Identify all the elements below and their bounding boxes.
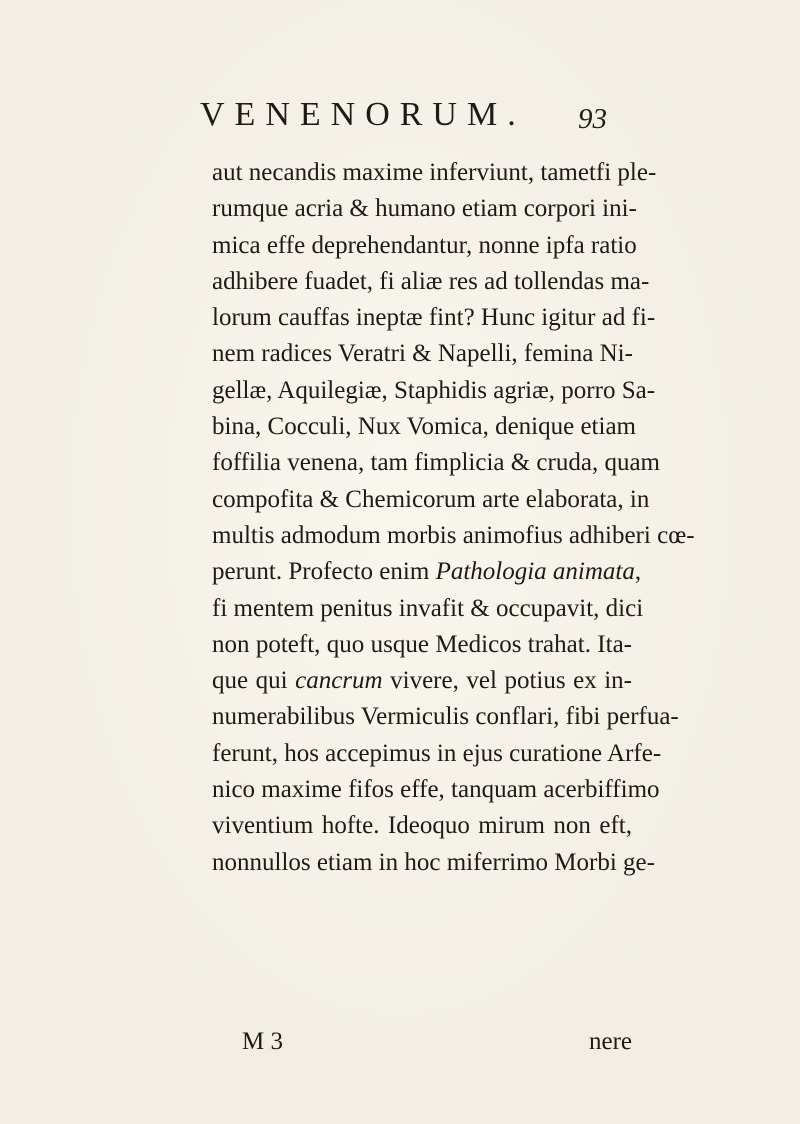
text-line: foffilia venena, tam fimplicia & cruda, quam: [212, 449, 660, 477]
text-line: rumque acria & humano etiam corpori ini-: [212, 195, 637, 223]
text-line-with-italic: [212, 554, 642, 590]
text-line: compofita & Chemicorum arte elaborata, in: [212, 485, 650, 513]
text-line: fi mentem penitus invafit & occupavit, dici: [212, 594, 644, 622]
page-footer: [212, 1024, 632, 1060]
text-line: multis admodum morbis animofius adhiberi cœ-: [212, 521, 695, 549]
text-segment: que qui: [212, 667, 296, 695]
text-line: gellæ, Aquilegiæ, Staphidis agriæ, porro Sa-: [212, 376, 656, 404]
catchword: nere: [588, 1028, 632, 1055]
page-number: 93: [578, 103, 607, 135]
text-line: viventium hofte. Ideoquo mirum non eft,: [212, 812, 632, 840]
running-title: VENENORUM.: [200, 96, 526, 133]
text-line: lorum cauffas ineptæ fint? Hunc igitur ad fi-: [212, 304, 656, 332]
text-segment: perunt. Profecto enim: [212, 558, 436, 586]
text-line: nem radices Veratri & Napelli, femina Ni-: [212, 340, 633, 368]
text-segment: ,: [634, 558, 642, 586]
text-line: bina, Cocculi, Nux Vomica, denique etiam: [212, 413, 636, 441]
running-head: [0, 95, 800, 135]
text-line: adhibere fuadet, fi aliæ res ad tollendas ma-: [212, 267, 650, 295]
text-line: ferunt, hos accepimus in ejus curatione Arfe-: [212, 739, 662, 767]
text-line: mica effe deprehendantur, nonne ipfa ratio: [212, 231, 637, 259]
text-line: nonnullos etiam in hoc miferrimo Morbi ge-: [212, 848, 655, 876]
text-line: non poteft, quo usque Medicos trahat. Ita-: [212, 630, 632, 658]
text-line-with-italic: [212, 663, 632, 699]
text-segment: vivere, vel potius ex in-: [382, 667, 632, 695]
signature-mark: M 3: [242, 1028, 283, 1055]
body-text: [212, 155, 695, 881]
italic-term: Pathologia animata: [435, 558, 635, 586]
text-line: numerabilibus Vermiculis conflari, fibi perfua-: [212, 703, 679, 731]
text-line: aut necandis maxime inferviunt, tametfi ple-: [212, 159, 657, 186]
italic-term: cancrum: [295, 667, 383, 695]
text-line: nico maxime fifos effe, tanquam acerbiffimo: [212, 776, 660, 804]
